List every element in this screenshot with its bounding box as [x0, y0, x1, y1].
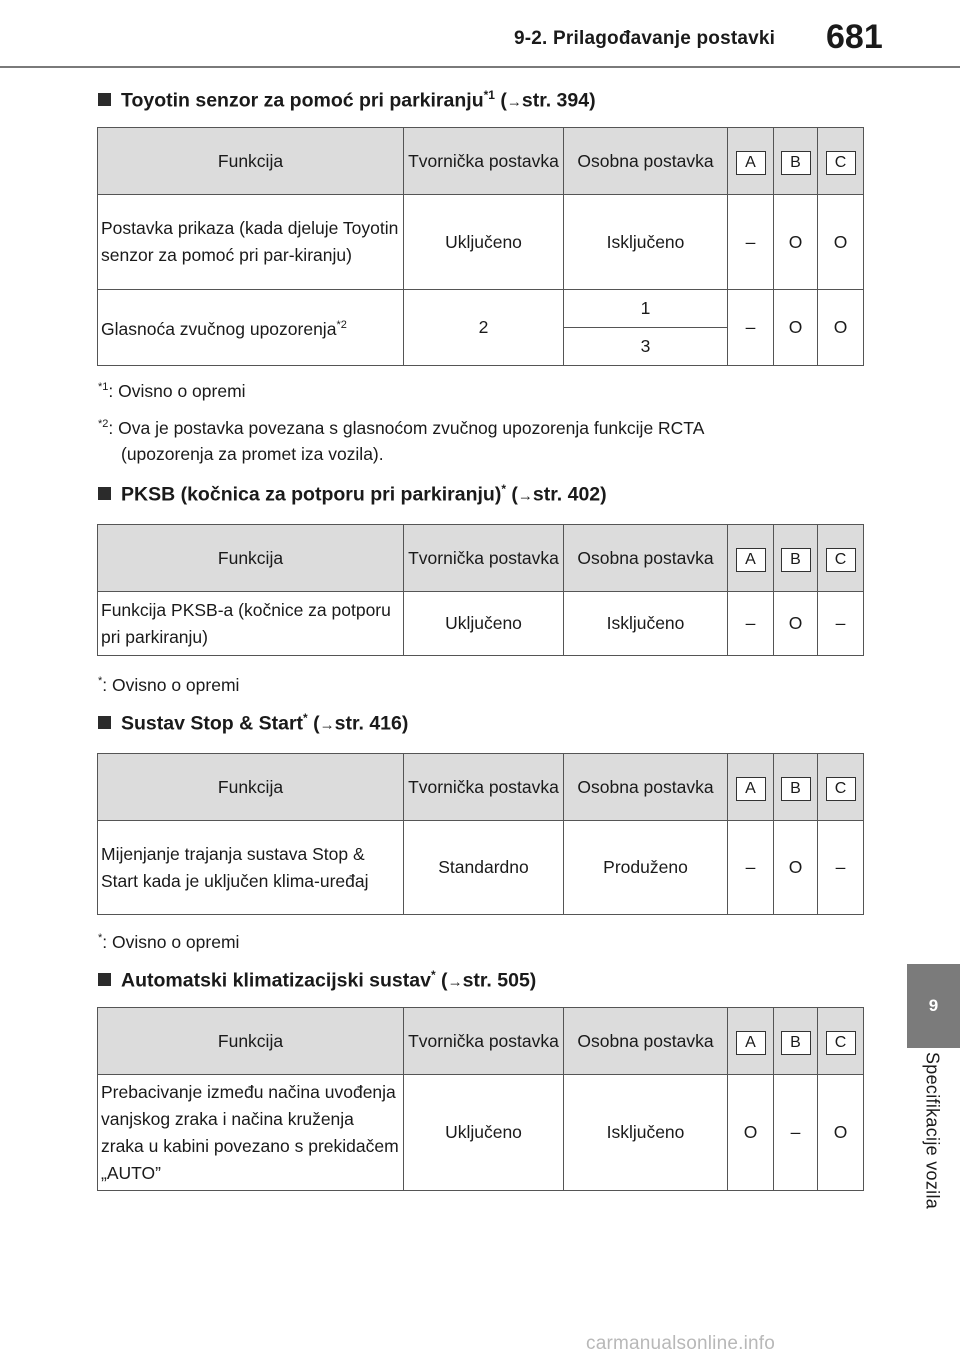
settings-table-parking-sensor: [97, 127, 864, 366]
arrow-right-icon: →: [319, 716, 335, 734]
arrow-right-icon: →: [517, 487, 533, 505]
cell-c: –: [818, 592, 864, 656]
col-b: [774, 754, 818, 821]
cell-function: Funkcija PKSB-a (kočnice za potporu pri parkiranju): [98, 592, 404, 656]
footnote-text: : Ova je postavka povezana s glasnoćom zvučnog upozorenja funkcije RCTA: [108, 417, 705, 438]
square-bullet-icon: [98, 716, 111, 729]
section-title: Sustav Stop & Start: [121, 712, 304, 735]
section-heading-pksb: PKSB (kočnica za potporu pri parkiranju)* (→str. 402): [98, 482, 607, 507]
section-page-ref: str. 394): [521, 89, 596, 112]
cell-function-sup: *2: [336, 319, 347, 332]
cell-factory: Uključeno: [404, 195, 564, 290]
footnote-1: [98, 374, 246, 404]
footnote-text-continued: (upozorenja za promet iza vozila).: [121, 443, 384, 464]
table-header-row: [98, 525, 864, 592]
col-personal: Osobna postavka: [564, 128, 728, 195]
footnote-3: [98, 668, 239, 698]
cell-factory: Standardno: [404, 821, 564, 915]
cell-c: –: [818, 821, 864, 915]
cell-a: –: [728, 821, 774, 915]
cell-function-text: Glasnoća zvučnog upozorenja: [101, 318, 337, 339]
box-label-b: B: [781, 151, 811, 175]
box-label-c: C: [826, 151, 856, 175]
col-personal: Osobna postavka: [564, 1008, 728, 1075]
cell-a: –: [728, 290, 774, 366]
footnote-mark: *: [98, 932, 103, 944]
arrow-right-icon: →: [506, 93, 522, 111]
watermark-text: carmanualsonline.info: [586, 1333, 776, 1354]
col-factory: Tvornička postavka: [404, 128, 564, 195]
col-personal: Osobna postavka: [564, 525, 728, 592]
arrow-right-icon: →: [447, 973, 463, 991]
footnote-4: [98, 925, 239, 955]
settings-table-stop-start: [97, 753, 864, 915]
col-b: [774, 525, 818, 592]
page-number: 681: [826, 18, 883, 56]
cell-personal: Isključeno: [564, 1075, 728, 1191]
chapter-label: Specifikacije vozila: [922, 1052, 943, 1210]
col-a: [728, 128, 774, 195]
box-label-c: C: [826, 777, 856, 801]
table-row: [98, 821, 864, 915]
col-function: Funkcija: [98, 1008, 404, 1075]
table-header-row: [98, 1008, 864, 1075]
table-header-row: [98, 754, 864, 821]
cell-c: O: [818, 195, 864, 290]
footnote-mark: *2: [98, 418, 109, 430]
section-page-ref: str. 416): [334, 712, 409, 735]
footnote-mark: *: [98, 675, 103, 687]
box-label-a: A: [736, 151, 766, 175]
cell-b: O: [774, 592, 818, 656]
col-b: [774, 1008, 818, 1075]
cell-personal-option-2: 3: [564, 328, 728, 366]
table-row: [98, 592, 864, 656]
cell-a: –: [728, 592, 774, 656]
box-label-a: A: [736, 548, 766, 572]
section-title: Automatski klimatizacijski sustav: [121, 969, 431, 992]
footnote-text: : Ovisno o opremi: [102, 931, 240, 952]
section-heading-parking-sensor: Toyotin senzor za pomoć pri parkiranju$^{*1}$ (→str. 394): [98, 88, 596, 113]
settings-table-climate: [97, 1007, 864, 1191]
col-personal: Osobna postavka: [564, 754, 728, 821]
section-title: Toyotin senzor za pomoć pri parkiranju: [121, 89, 484, 112]
section-title-sup: *1: [483, 88, 495, 102]
cell-personal: Isključeno: [564, 592, 728, 656]
box-label-b: B: [781, 777, 811, 801]
square-bullet-icon: [98, 93, 111, 106]
col-c: [818, 128, 864, 195]
table-row: [98, 195, 864, 290]
col-function: Funkcija: [98, 754, 404, 821]
chapter-tab: [907, 964, 960, 1048]
section-page-ref: str. 505): [462, 969, 537, 992]
col-function: Funkcija: [98, 128, 404, 195]
cell-personal: Isključeno: [564, 195, 728, 290]
cell-b: O: [774, 195, 818, 290]
box-label-c: C: [826, 1031, 856, 1055]
box-label-b: B: [781, 548, 811, 572]
cell-function: Mijenjanje trajanja sustava Stop & Start kada je uključen klima-uređaj: [98, 821, 404, 915]
col-c: [818, 1008, 864, 1075]
box-label-a: A: [736, 1031, 766, 1055]
settings-table-pksb: [97, 524, 864, 656]
footnote-text: : Ovisno o opremi: [108, 380, 246, 401]
box-label-a: A: [736, 777, 766, 801]
col-a: [728, 1008, 774, 1075]
cell-factory: 2: [404, 290, 564, 366]
square-bullet-icon: [98, 973, 111, 986]
cell-c: O: [818, 290, 864, 366]
cell-b: –: [774, 1075, 818, 1191]
table-row: [98, 1075, 864, 1191]
section-heading-stop-start: Sustav Stop & Start* (→str. 416): [98, 711, 408, 736]
col-factory: Tvornička postavka: [404, 525, 564, 592]
table-header-row: [98, 128, 864, 195]
footnote-text: : Ovisno o opremi: [102, 674, 240, 695]
col-a: [728, 754, 774, 821]
col-factory: Tvornička postavka: [404, 1008, 564, 1075]
box-label-c: C: [826, 548, 856, 572]
cell-personal: Produženo: [564, 821, 728, 915]
cell-a: –: [728, 195, 774, 290]
footnote-mark: *1: [98, 381, 109, 393]
footnote-2: [98, 411, 704, 467]
col-c: [818, 525, 864, 592]
cell-function: Prebacivanje između načina uvođenja vanjskog zraka i načina kruženja zraka u kabini povezano s prekidačem „AUTO”: [98, 1075, 404, 1191]
page-header: [0, 0, 960, 70]
cell-personal-option-1: 1: [564, 290, 728, 328]
section-heading-climate: Automatski klimatizacijski sustav* (→str. 505): [98, 968, 536, 993]
cell-c: O: [818, 1075, 864, 1191]
section-page-ref: str. 402): [532, 483, 607, 506]
col-function: Funkcija: [98, 525, 404, 592]
section-title: PKSB (kočnica za potporu pri parkiranju): [121, 483, 502, 506]
col-b: [774, 128, 818, 195]
section-title-sup: *: [303, 711, 308, 725]
cell-factory: Uključeno: [404, 592, 564, 656]
col-factory: Tvornička postavka: [404, 754, 564, 821]
chapter-title: 9-2. Prilagođavanje postavki: [514, 28, 776, 49]
table-row: [98, 290, 864, 328]
col-c: [818, 754, 864, 821]
square-bullet-icon: [98, 487, 111, 500]
section-title-sup: *: [501, 482, 506, 496]
header-divider: [0, 66, 960, 68]
cell-b: O: [774, 290, 818, 366]
col-a: [728, 525, 774, 592]
cell-a: O: [728, 1075, 774, 1191]
box-label-b: B: [781, 1031, 811, 1055]
cell-function: [98, 290, 404, 366]
chapter-side-label: [910, 1052, 954, 1252]
section-title-sup: *: [430, 968, 436, 982]
cell-function: Postavka prikaza (kada djeluje Toyotin senzor za pomoć pri par-kiranju): [98, 195, 404, 290]
chapter-number: 9: [928, 996, 939, 1015]
cell-b: O: [774, 821, 818, 915]
cell-factory: Uključeno: [404, 1075, 564, 1191]
